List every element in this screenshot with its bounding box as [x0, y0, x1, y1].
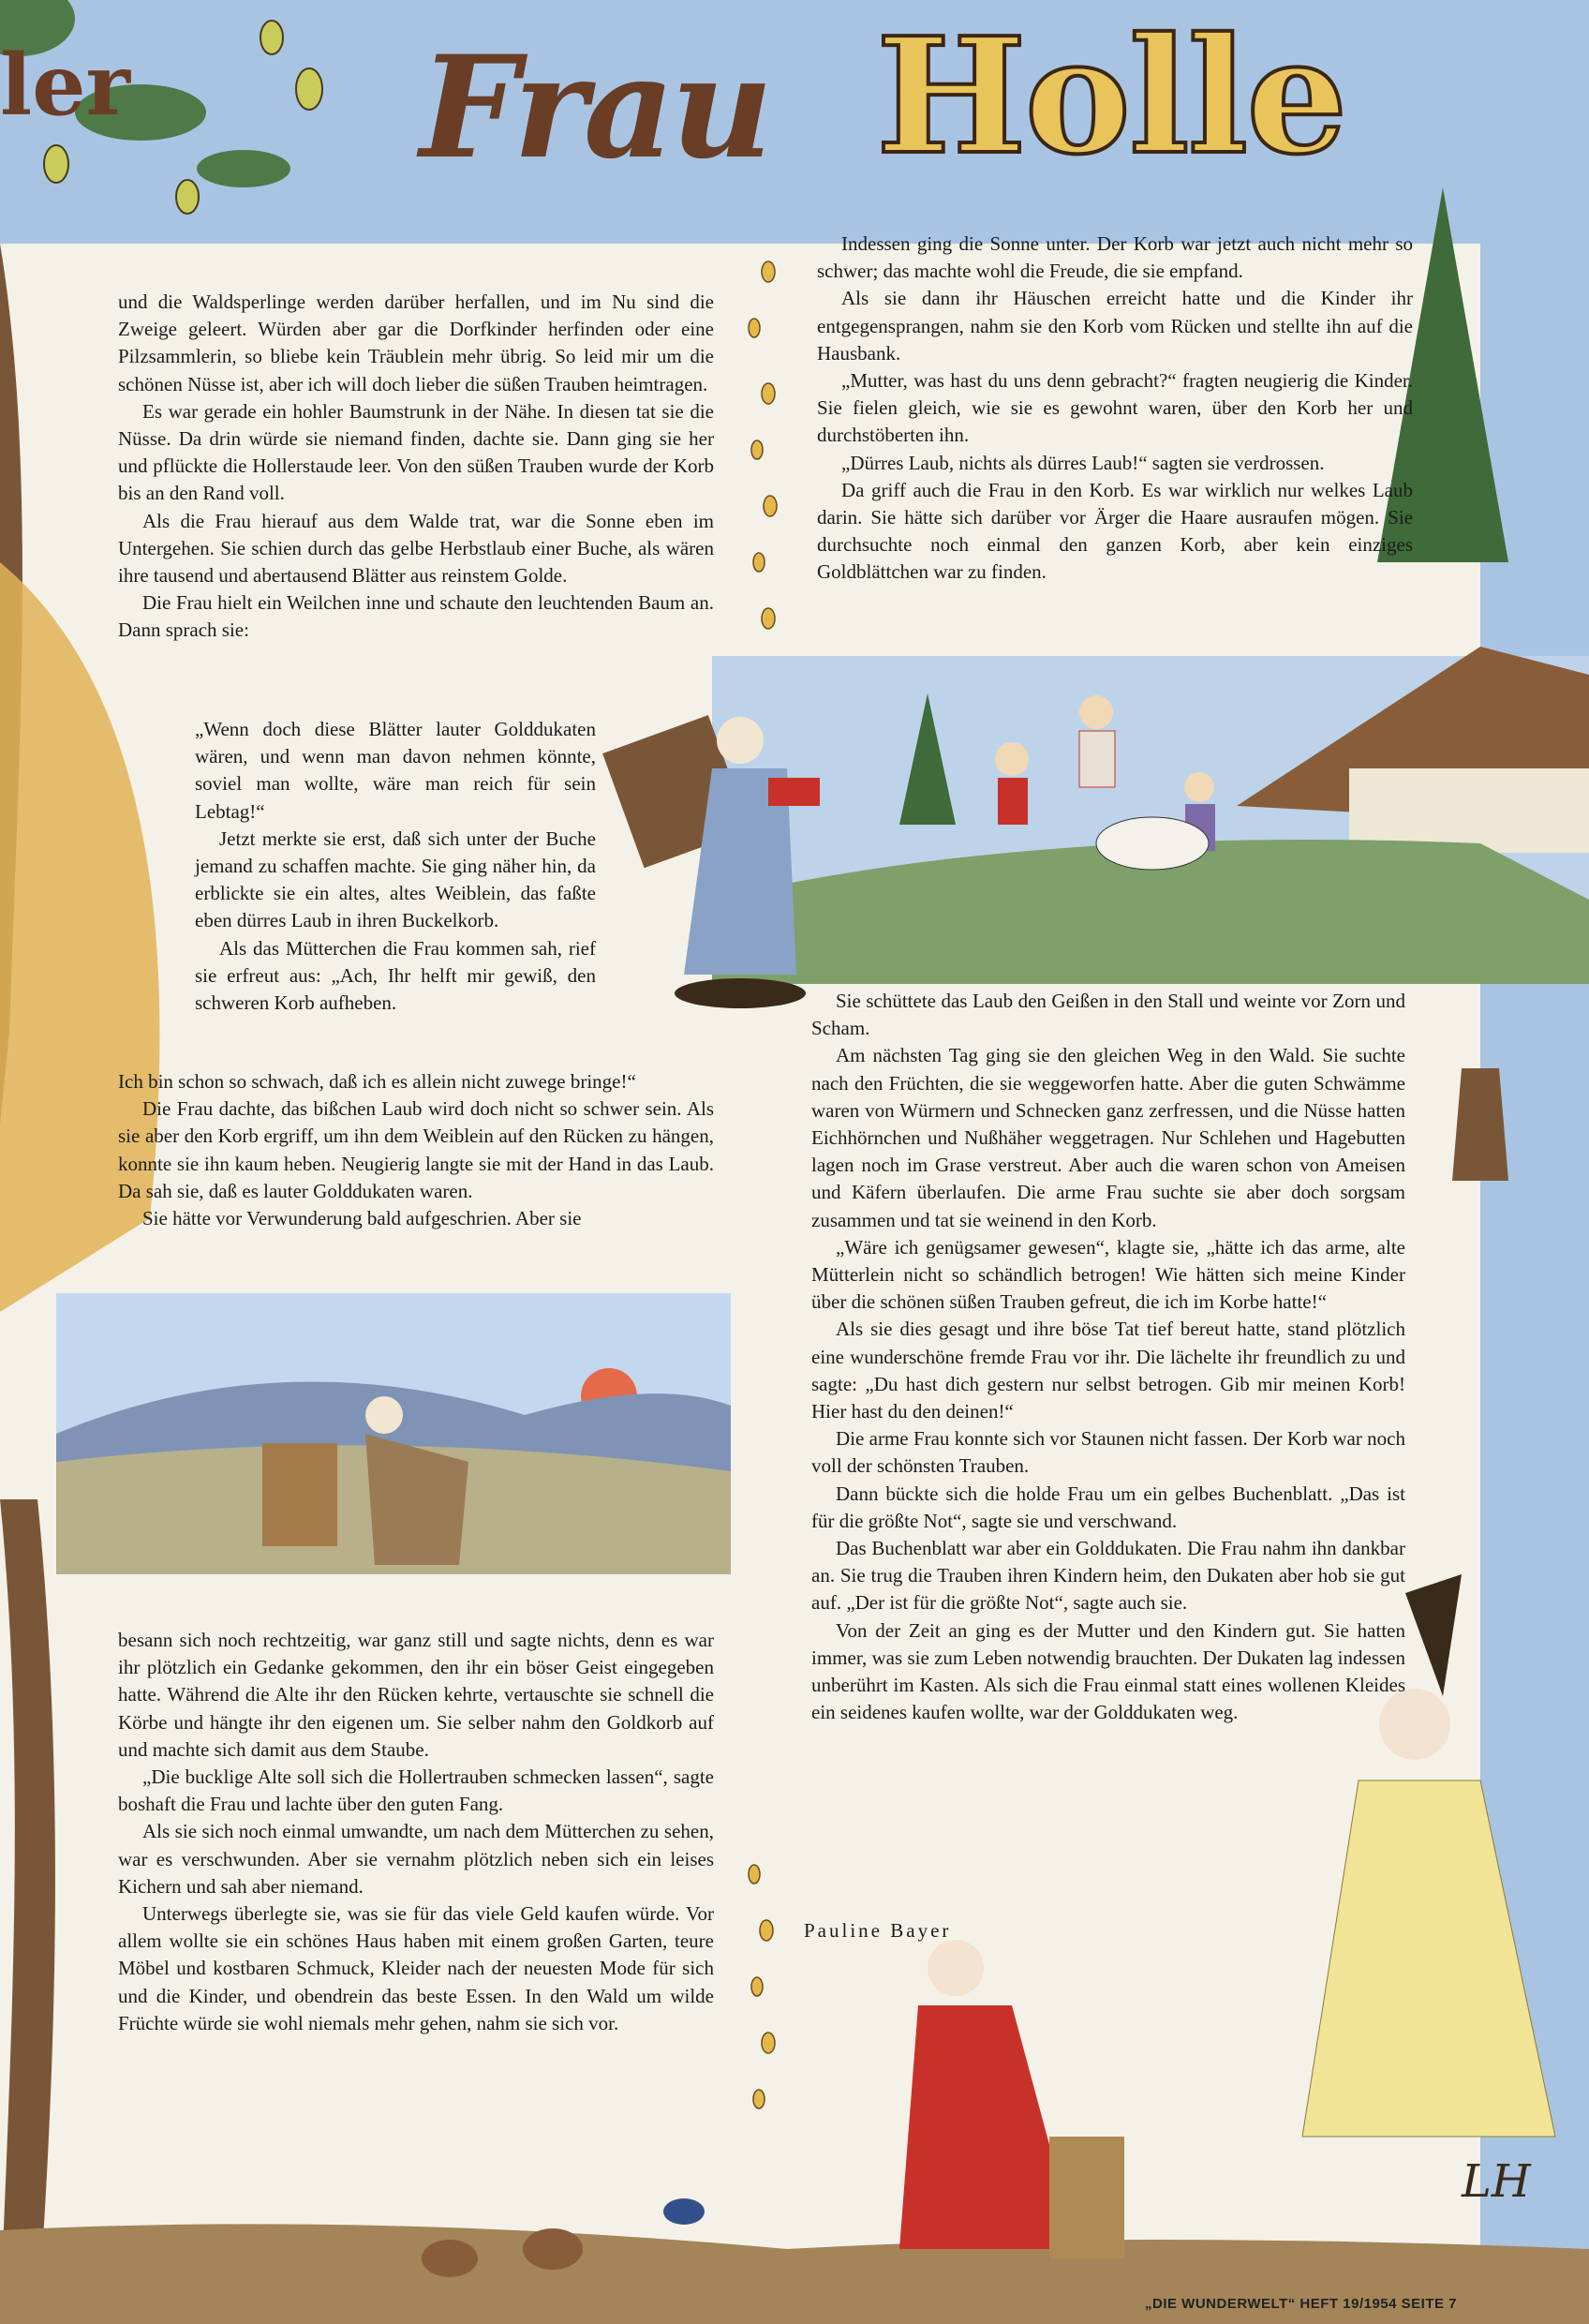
- paragraph: „Dürres Laub, nichts als dürres Laub!“ sagten sie verdrossen.: [841, 451, 1325, 474]
- paragraph: Am nächsten Tag ging sie den gleichen Weg in den Wald. Sie suchte nach den Früchten, die sie weggeworfen hatte. Aber die guten Schwämme waren von Würmern und Schnecken ganz zerfressen, und die Nüsse hatten Eichhörnchen und Nußhäher weggetragen. Nur Schlehen und Hagebutten lagen noch im Grase verstreut. Aber auch die waren schon von Ameisen und Käfern überlaufen. Die arme Frau suchte sie aber doch sorgsam zusammen und tat sie weinend in den Korb.: [811, 1044, 1405, 1231]
- paragraph: Unterwegs überlegte sie, was sie für das viele Geld kaufen würde. Vor allem wollte sie ein schönes Haus haben mit einem großen Garten, teure Möbel und kostbaren Schmuck, Kleider nach der neuesten Mode für sich und die Kinder, und obendrein das beste Essen. In den Wald um wilde Früchte würde sie wohl niemals mehr gehen, nahm sie sich vor.: [118, 1902, 714, 2034]
- paragraph: Ich bin schon so schwach, daß ich es allein nicht zuwege bringe!“: [118, 1070, 636, 1093]
- paragraph: „Wäre ich genügsamer gewesen“, klagte sie, „hätte ich das arme, alte Mütterlein nicht so schändlich betrogen! Wie hätten sich meine Kinder über die schönen süßen Trauben gefreut, die ich im Korbe hatte!“: [811, 1235, 1405, 1314]
- paragraph: „Mutter, was hast du uns denn gebracht?“ fragten neugierig die Kinder. Sie fielen gleich, wie sie es gewohnt waren, über den Korb her und durchstöberten ihn.: [817, 369, 1413, 447]
- paragraph: Die Frau hielt ein Weilchen inne und schaute den leuchtenden Baum an. Dann sprach sie:: [118, 591, 714, 642]
- gleaning-women-illustration: [253, 1378, 497, 1593]
- page-footer: „DIE WUNDERWELT“ HEFT 19/1954 SEITE 7: [1145, 2296, 1458, 2312]
- kneeling-woman-illustration: [890, 1912, 1152, 2287]
- illustrator-signature: LH: [1462, 2155, 1531, 2208]
- squirrels-bird-illustration: [412, 2174, 712, 2305]
- title-word-frau: Frau: [420, 25, 770, 190]
- text-column-bottom-left: [118, 1627, 714, 2037]
- title-word-holle: Holle: [876, 3, 1346, 190]
- paragraph: Die arme Frau konnte sich vor Staunen nicht fassen. Der Korb war noch voll der schönsten Trauben.: [811, 1427, 1405, 1478]
- paragraph: Sie hätte vor Verwunderung bald aufgeschrien. Aber sie: [142, 1207, 582, 1230]
- paragraph: Sie schüttete das Laub den Geißen in den Stall und weinte vor Zorn und Scham.: [811, 990, 1405, 1040]
- paragraph: Als sie dann ihr Häuschen erreicht hatte und die Kinder ihr entgegensprangen, nahm sie den Korb vom Rücken und stellte ihn auf die Hausbank.: [817, 287, 1413, 365]
- old-woman-basket-illustration: [600, 693, 824, 1068]
- paragraph: und die Waldsperlinge werden darüber herfallen, und im Nu sind die Zweige geleert. Würden aber gar die Dorfkinder herfinden oder eine Pilzsammlerin, so bliebe kein Träublein mehr übrig. So leid mir um die schönen Nüsse ist, aber ich will doch lieber die süßen Trauben heimtragen.: [118, 290, 714, 395]
- paragraph: Als sie sich noch einmal umwandte, um nach dem Mütterchen zu sehen, war es verschwunden. Aber sie vernahm plötzlich neben sich ein leises Kichern und sah aber niemand.: [118, 1820, 714, 1898]
- paragraph: „Die bucklige Alte soll sich die Hollertrauben schmecken lassen“, sagte boshaft die Frau und lachte über den guten Fang.: [118, 1765, 714, 1816]
- text-column-top-left: [118, 289, 714, 645]
- paragraph: „Wenn doch diese Blätter lauter Golddukaten wären, und wenn man davon nehmen könnte, soviel man wollte, wäre man reich für sein Lebtag!“: [195, 718, 596, 823]
- paragraph: Indessen ging die Sonne unter. Der Korb war jetzt auch nicht mehr so schwer; das machte wohl die Freude, die sie empfand.: [817, 232, 1413, 283]
- paragraph: Es war gerade ein hohler Baumstrunk in der Nähe. In diesen tat sie die Nüsse. Da drin würde sie niemand finden, dachte sie. Dann ging sie her und pflückte die Hollerstaude leer. Von den süßen Trauben wurde der Korb bis an den Rand voll.: [118, 399, 714, 505]
- text-column-mid-left: [118, 1068, 714, 1232]
- paragraph: Als die Frau hierauf aus dem Walde trat, war die Sonne eben im Untergehen. Sie schien durch das gelbe Herbstlaub einer Buche, als wären ihre tausend und abertausend Blätter aus reinstem Golde.: [118, 509, 714, 588]
- paragraph: Als sie dies gesagt und ihre böse Tat tief bereut hatte, stand plötzlich eine wunderschöne fremde Frau vor ihr. Die lächelte ihr freundlich zu und sagte: „Du hast dich gestern nur selbst betrogen. Gib mir meinen Korb! Hier hast du den deinen!“: [811, 1318, 1405, 1423]
- paragraph: Als das Mütterchen die Frau kommen sah, rief sie erfreut aus: „Ach, Ihr helft mir gewiß, den schweren Korb aufheben.: [195, 936, 596, 1015]
- paragraph: Da griff auch die Frau in den Korb. Es war wirklich nur welkes Laub darin. Sie hätte sich darüber vor Ärger die Haare ausraufen mögen. Sie durchsuchte noch einmal den ganzen Korb, aber kein einziges Goldblättchen war zu finden.: [817, 478, 1413, 584]
- paragraph: Von der Zeit an ging es der Mutter und den Kindern gut. Sie hatten immer, was sie zum Leben notwendig brauchten. Der Dukaten lag indessen unberührt im Kasten. Als sich die Frau einmal statt eines wollenen Kleides ein seidenes kaufen wollte, war der Golddukaten weg.: [811, 1618, 1405, 1724]
- paragraph: Jetzt merkte sie erst, daß sich unter der Buche jemand zu schaffen machte. Sie ging näher hin, da erblickte sie ein altes, altes Weiblein, das faßte eben dürres Laub in ihren Buckelkorb.: [195, 827, 596, 932]
- paragraph: Die Frau dachte, das bißchen Laub wird doch nicht so schwer sein. Als sie aber den Korb ergriff, um ihn dem Weiblein auf den Rücken zu hängen, konnte sie ihn kaum heben. Neugierig langte sie mit der Hand in das Laub. Da sah sie, daß es lauter Golddukaten waren.: [118, 1097, 714, 1202]
- text-column-top-right: [817, 231, 1413, 587]
- paragraph: Das Buchenblatt war aber ein Golddukaten. Die Frau nahm ihn dankbar an. Sie trug die Trauben ihren Kindern heim, den Dukaten aber hob sie gut auf. „Der ist für die größte Not“, sagte auch sie.: [811, 1537, 1405, 1615]
- paragraph: besann sich noch rechtzeitig, war ganz still und sagte nichts, denn es war ihr plötzlich ein Gedanke gekommen, den ihr ein böser Geist eingegeben hatte. Während die Alte ihr den Rücken kehrte, vertauschte sie schnell die Körbe und hängte ihr den eigenen um. Sie selber nahm den Goldkorb auf und machte sich damit aus dem Staube.: [118, 1629, 714, 1761]
- text-column-indented: [195, 716, 596, 1017]
- paragraph: Dann bückte sich die holde Frau um ein gelbes Buchenblatt. „Das ist für die größte Not“, sagte sie und verschwand.: [811, 1482, 1405, 1532]
- children-goat-illustration: [965, 684, 1246, 890]
- title-fragment: ler: [0, 36, 130, 135]
- text-column-bottom-right: [811, 988, 1405, 1726]
- author-credit: Pauline Bayer: [804, 1919, 952, 1942]
